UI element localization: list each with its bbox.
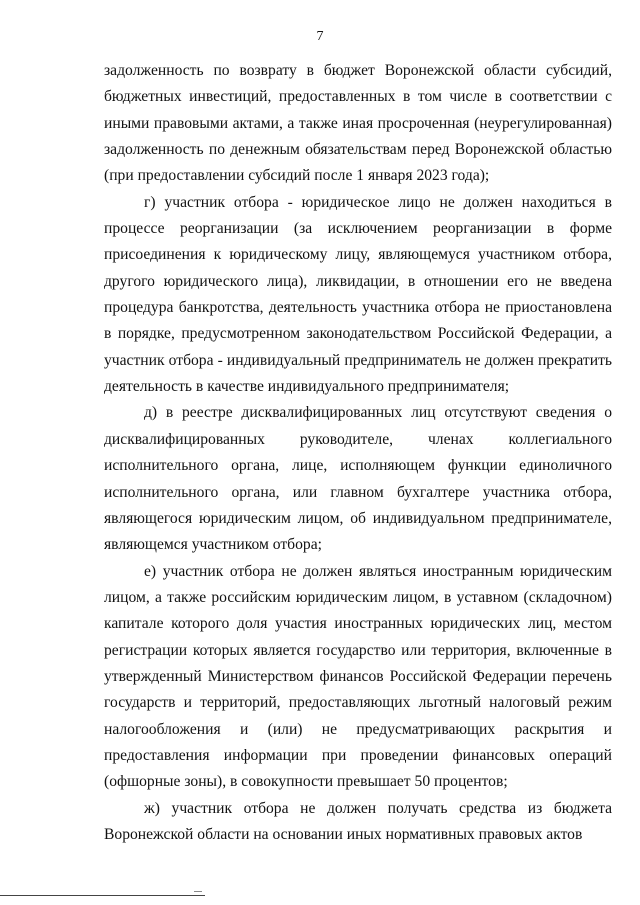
paragraph-item-e: е) участник отбора не должен являться иностранным юридическим лицом, а также российским юридическим лицом, в уставном (складочном) капитале которого доля участия иностранных юридических лиц, местом регистрации которых является государство или территория, включенные в утвержденный Министерством финансов Российской Федерации перечень государств и территорий, предоставляющих льготный налоговый режим налогообложения и (или) не предусматривающих раскрытия и предоставления информации при проведении финансовых операций (офшорные зоны), в совокупности превышает 50 процентов; <box>104 562 612 791</box>
paragraph-item-zh: ж) участник отбора не должен получать средства из бюджета Воронежской области на основании иных нормативных правовых актов <box>104 799 612 843</box>
paragraph-continuation: задолженность по возврату в бюджет Воронежской области субсидий, бюджетных инвестиций, предоставленных в том числе в соответствии с иными правовыми актами, а также иная просроченная (неурегулированная) задолженность по денежным обязательствам перед Воронежской областью (при предоставлении субсидий после 1 января 2023 года); <box>104 62 612 185</box>
footer-mark <box>194 891 202 892</box>
page-number: 7 <box>316 29 324 44</box>
footer-divider <box>0 895 205 896</box>
paragraph-item-g: г) участник отбора - юридическое лицо не должен находиться в процессе реорганизации (за исключением реорганизации в форме присоединения к юридическому лицу, являющемуся участником отбора, другого юридического лица), ликвидации, в отношении его не введена процедура банкротства, деятельность участника отбора не приостановлена в порядке, предусмотренном законодательством Российской Федерации, а участник отбора - индивидуальный предприниматель не должен прекратить деятельность в качестве индивидуального предпринимателя; <box>104 193 612 396</box>
paragraph-item-d: д) в реестре дисквалифицированных лиц отсутствуют сведения о дисквалифицированных руководителе, членах коллегиального исполнительного органа, лице, исполняющем функции единоличного исполнительного органа, или главном бухгалтере участника отбора, являющегося юридическим лицом, об индивидуальном предпринимателе, являющемся участником отбора; <box>104 404 612 554</box>
document-body <box>104 58 612 848</box>
